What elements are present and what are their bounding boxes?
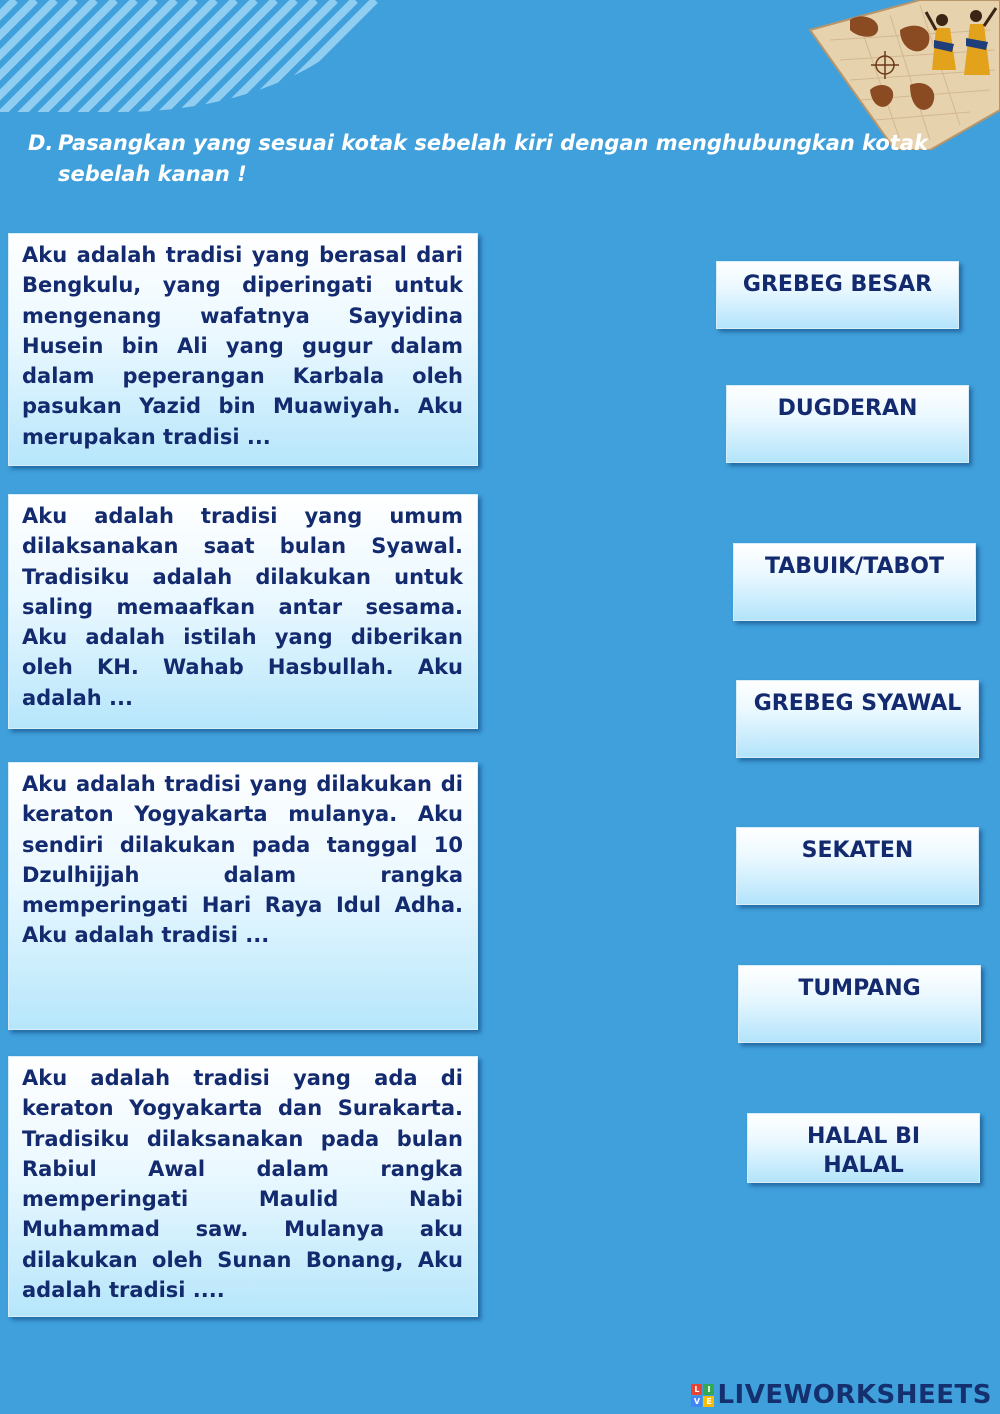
logo-text: LIVEWORKSHEETS	[717, 1380, 992, 1410]
answer-dugderan[interactable]: DUGDERAN	[726, 385, 969, 463]
liveworksheets-logo	[691, 1380, 992, 1410]
question-box-4: Aku adalah tradisi yang ada di keraton Yogyakarta dan Surakarta. Tradisiku dilaksanakan pada bulan Rabiul Awal dalam rangka memperingati Maulid Nabi Muhammad saw. Mulanya aku dilakukan oleh Sunan Bonang, Aku adalah tradisi ....	[8, 1056, 478, 1317]
answer-grebeg-syawal[interactable]: GREBEG SYAWAL	[736, 680, 979, 758]
answer-halal-bi-halal[interactable]: HALAL BI HALAL	[747, 1113, 980, 1183]
instruction	[28, 128, 958, 190]
decorative-stripes	[0, 0, 380, 115]
answer-tabuik-tabot[interactable]: TABUIK/TABOT	[733, 543, 976, 621]
instruction-marker: D.	[28, 131, 54, 155]
logo-icon: L I V E	[691, 1384, 714, 1407]
question-box-3: Aku adalah tradisi yang dilakukan di keraton Yogyakarta mulanya. Aku sendiri dilakukan pada tanggal 10 Dzulhijjah dalam rangka memperingati Hari Raya Idul Adha. Aku adalah tradisi ...	[8, 762, 478, 1030]
answer-grebeg-besar[interactable]: GREBEG BESAR	[716, 261, 959, 329]
answer-tumpang[interactable]: TUMPANG	[738, 965, 981, 1043]
question-box-1: Aku adalah tradisi yang berasal dari Bengkulu, yang diperingati untuk mengenang wafatnya Sayyidina Husein bin Ali yang gugur dalam dalam peperangan Karbala oleh pasukan Yazid bin Muawiyah. Aku merupakan tradisi ...	[8, 233, 478, 466]
question-box-2: Aku adalah tradisi yang umum dilaksanakan saat bulan Syawal. Tradisiku adalah dilakukan untuk saling memaafkan antar sesama. Aku adalah istilah yang diberikan oleh KH. Wahab Hasbullah. Aku adalah ...	[8, 494, 478, 729]
answer-sekaten[interactable]: SEKATEN	[736, 827, 979, 905]
instruction-text: Pasangkan yang sesuai kotak sebelah kiri dengan menghubungkan kotak sebelah kanan !	[58, 131, 928, 186]
